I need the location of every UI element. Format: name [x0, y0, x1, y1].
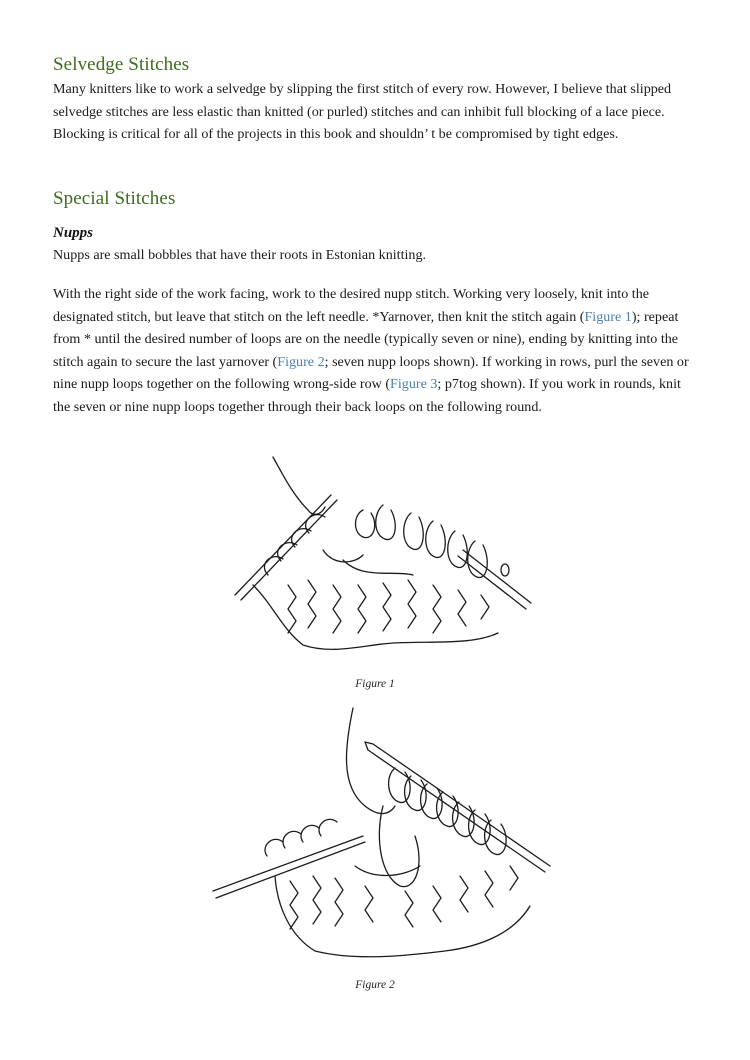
nupps-text-a: With the right side of the work facing, work to the desired nupp stitch. Working very loosely, knit into the designated stitch, but leave that stitch on the left needle. *Yarnover, then knit the stitch again (: [53, 286, 649, 325]
figure-3-link[interactable]: Figure 3: [390, 376, 438, 392]
nupps-intro: Nupps are small bobbles that have their roots in Estonian knitting.: [53, 247, 427, 263]
section-title-special: Special Stitches: [53, 188, 176, 209]
nupps-instructions: [53, 283, 693, 418]
figure-1-link[interactable]: Figure 1: [584, 308, 632, 325]
figure-2-caption: Figure 2: [355, 979, 395, 991]
nupps-text-b: ); repeat from * until the desired number of loops are on the needle (typically seven or nine), ending by knitting into the stitch again to secure the last yarnover (: [53, 308, 679, 370]
selvedge-paragraph: Many knitters like to work a selvedge by slipping the first stitch of every row. However, I believe that slipped selvedge stitches are less elastic than knitted (or purled) stitches and can inhibit full blocking of a lace piece. Blocking is critical for all of the projects in this book and shouldn’ t be compromised by tight edges.: [53, 81, 672, 142]
figure-2-illustration: [205, 706, 565, 966]
nupps-text-d: ; p7tog shown). If you work in rounds, knit the seven or nine nupp loops together through their back loops on the following round.: [53, 376, 681, 415]
nupps-heading: Nupps: [53, 225, 94, 241]
section-title-selvedge: Selvedge Stitches: [53, 54, 190, 75]
knitting-illustration-icon: [213, 455, 543, 660]
figure-2-link[interactable]: Figure 2: [277, 353, 325, 370]
nupps-text-c: ; seven nupp loops shown). If working in rows, purl the seven or nine nupp loops together on the following wrong-side row (: [53, 353, 689, 392]
figure-1-illustration: [213, 455, 543, 660]
figure-1-caption: Figure 1: [355, 678, 395, 690]
knitting-illustration-icon: [205, 706, 565, 966]
